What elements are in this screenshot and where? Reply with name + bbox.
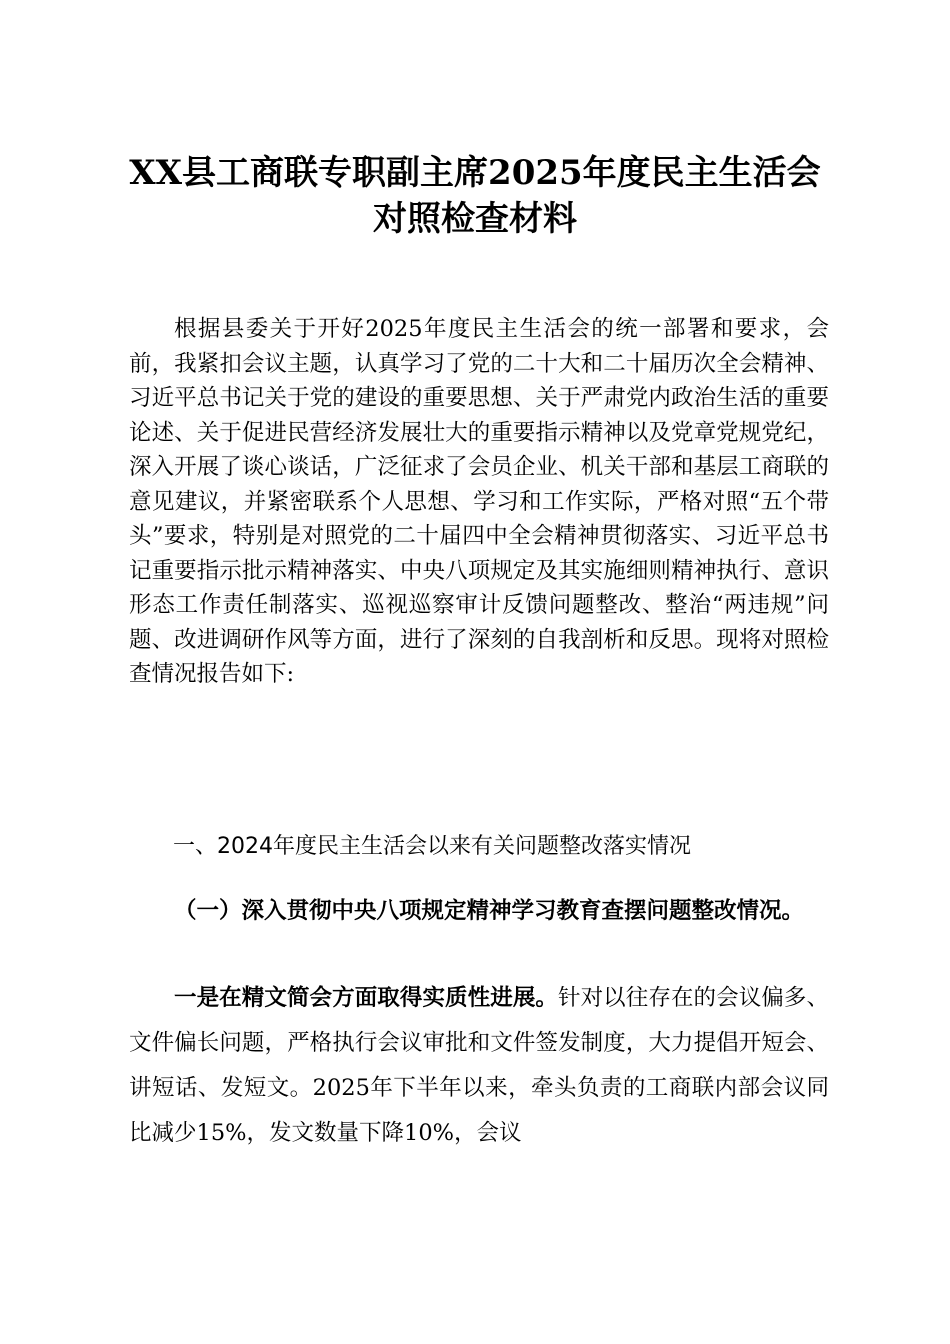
section-1-heading: 一、2024年度民主生活会以来有关问题整改落实情况 <box>173 834 691 859</box>
subsection-1-heading: （一）深入贯彻中央八项规定精神学习教育查摆问题整改情况。 <box>174 898 805 924</box>
document-title-line-1: XX县工商联专职副主席2025年度民主生活会 <box>129 153 821 193</box>
point-1-lead: 一是在精文简会方面取得实质性进展。 <box>174 985 558 1011</box>
point-1-paragraph <box>129 976 829 1156</box>
point-1-text: 针对以往存在的会议偏多、文件偏长问题，严格执行会议审批和文件签发制度，大力提倡开短会、讲短话、发短文。2025年下半年以来，牵头负责的工商联内部会议同比减少15%，发文数量下降10%，会议 <box>129 985 829 1146</box>
intro-paragraph: 根据县委关于开好2025年度民主生活会的统一部署和要求，会前，我紧扣会议主题，认真学习了党的二十大和二十届历次全会精神、习近平总书记关于党的建设的重要思想、关于严肃党内政治生活的重要论述、关于促进民营经济发展壮大的重要指示精神以及党章党规党纪，深入开展了谈心谈话，广泛征求了会员企业、机关干部和基层工商联的意见建议，并紧密联系个人思想、学习和工作实际，严格对照“五个带头”要求，特别是对照党的二十届四中全会精神贯彻落实、习近平总书记重要指示批示精神落实、中央八项规定及其实施细则精神执行、意识形态工作责任制落实、巡视巡察审计反馈问题整改、整治“两违规”问题、改进调研作风等方面，进行了深刻的自我剖析和反思。现将对照检查情况报告如下: <box>129 316 829 687</box>
document-title-line-2: 对照检查材料 <box>373 199 577 239</box>
